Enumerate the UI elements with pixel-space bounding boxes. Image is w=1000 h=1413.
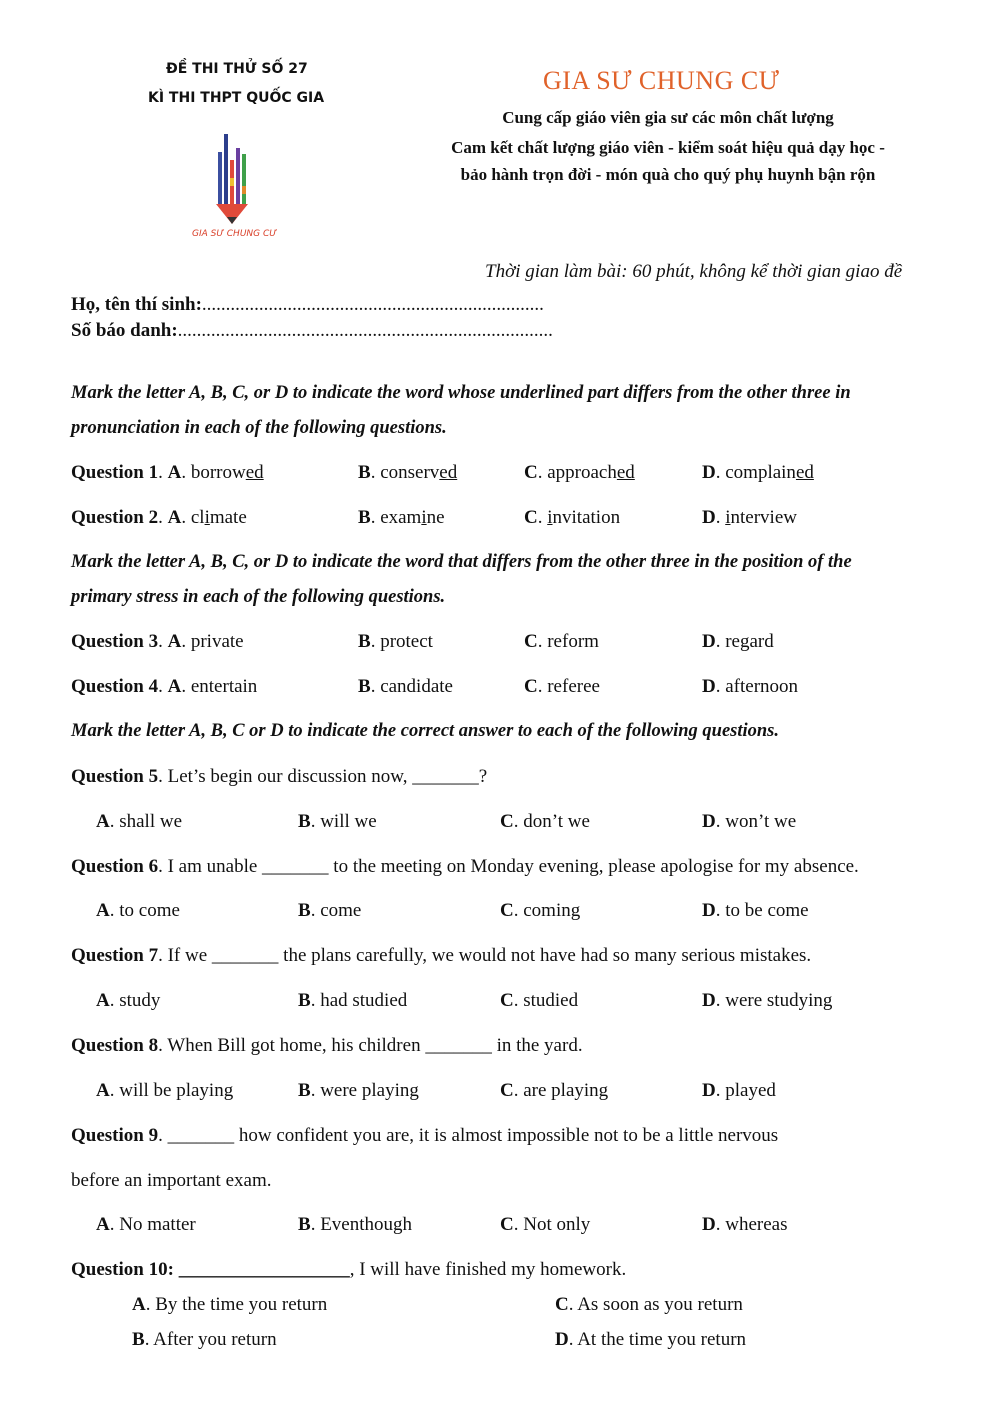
tagline-3: bảo hành trọn đời - món quà cho quý phụ huynh bận rộn [460,165,876,184]
q6-option-b[interactable]: B. come [298,900,362,921]
q3-option-d[interactable]: D. regard [702,631,774,652]
q5-option-c[interactable]: C. don’t we [500,811,590,832]
q1-option-d[interactable]: D. complained [702,462,814,483]
q6-option-d[interactable]: D. to be come [702,900,809,921]
q10-option-d[interactable]: D. At the time you return [555,1329,747,1350]
q1-option-b[interactable]: B. conserved [358,462,458,483]
instruction-stress-line1: Mark the letter A, B, C, or D to indicate the word that differs from the other three in the position of the [71,552,852,572]
candidate-id-dots: ............................................................................... [177,320,553,341]
question-9-stem-cont: before an important exam. [71,1170,272,1191]
candidate-name-label: Họ, tên thí sinh: [71,294,202,315]
candidate-name-dots: ........................................................................ [201,294,544,315]
question-5-stem: Question 5. Let’s begin our discussion now, _______? [71,766,488,787]
question-8-stem: Question 8. When Bill got home, his children _______ in the yard. [71,1035,583,1056]
question-3-label: Question 3. A. private [71,631,244,652]
pencil-bars-logo-icon [210,130,254,226]
q1-option-c[interactable]: C. approached [524,462,635,483]
q7-option-b[interactable]: B. had studied [298,990,408,1011]
q7-option-a[interactable]: A. study [96,990,161,1011]
q10-option-a[interactable]: A. By the time you return [132,1294,328,1315]
question-10-stem: Question 10: __________________, I will have finished my homework. [71,1259,627,1280]
q8-option-d[interactable]: D. played [702,1080,776,1101]
q10-option-c[interactable]: C. As soon as you return [555,1294,743,1315]
question-2-label: Question 2. A. climate [71,507,247,528]
q3-option-b[interactable]: B. protect [358,631,433,652]
q9-option-c[interactable]: C. Not only [500,1214,591,1235]
time-note: Thời gian làm bài: 60 phút, không kể thời gian giao đề [485,261,903,282]
q9-option-b[interactable]: B. Eventhough [298,1214,413,1235]
candidate-id-field[interactable] [71,320,553,342]
instruction-pronunciation-line1: Mark the letter A, B, C, or D to indicate the word whose underlined part differs from the other three in [71,383,851,403]
instruction-stress-line2: primary stress in each of the following questions. [71,587,446,607]
candidate-name-field[interactable] [71,294,544,316]
q5-option-a[interactable]: A. shall we [96,811,183,832]
tagline-2: Cam kết chất lượng giáo viên - kiểm soát hiệu quả dạy học - [451,138,885,157]
question-1-label: Question 1. A. borrowed [71,462,264,483]
candidate-id-label: Số báo danh: [71,320,178,341]
q3-option-c[interactable]: C. reform [524,631,599,652]
q6-option-a[interactable]: A. to come [96,900,180,921]
instruction-correct-answer: Mark the letter A, B, C or D to indicate the correct answer to each of the following questions. [71,721,779,741]
question-6-stem: Question 6. I am unable _______ to the meeting on Monday evening, please apologise for my absence. [71,856,859,877]
q6-option-c[interactable]: C. coming [500,900,581,921]
instruction-pronunciation-line2: pronunciation in each of the following questions. [71,418,447,438]
q8-option-b[interactable]: B. were playing [298,1080,419,1101]
q8-option-c[interactable]: C. are playing [500,1080,609,1101]
question-7-stem: Question 7. If we _______ the plans carefully, we would not have had so many serious mistakes. [71,945,812,966]
q4-option-b[interactable]: B. candidate [358,676,453,697]
question-4-label: Question 4. A. entertain [71,676,258,697]
q10-option-b[interactable]: B. After you return [132,1329,277,1350]
tagline-1: Cung cấp giáo viên gia sư các môn chất lượng [502,108,834,127]
q8-option-a[interactable]: A. will be playing [96,1080,234,1101]
brand-title: GIA SƯ CHUNG CƯ [543,66,780,95]
exam-name: KÌ THI THPT QUỐC GIA [148,90,325,106]
question-9-stem: Question 9. _______ how confident you are, it is almost impossible not to be a little nervous [71,1125,779,1146]
q5-option-d[interactable]: D. won’t we [702,811,797,832]
q9-option-a[interactable]: A. No matter [96,1214,196,1235]
logo-caption: GIA SƯ CHUNG CƯ [192,229,277,239]
q7-option-c[interactable]: C. studied [500,990,579,1011]
q2-option-c[interactable]: C. invitation [524,507,621,528]
q5-option-b[interactable]: B. will we [298,811,377,832]
q2-option-d[interactable]: D. interview [702,507,797,528]
q2-option-b[interactable]: B. examine [358,507,445,528]
q4-option-d[interactable]: D. afternoon [702,676,799,697]
q7-option-d[interactable]: D. were studying [702,990,833,1011]
q9-option-d[interactable]: D. whereas [702,1214,788,1235]
exam-number: ĐỀ THI THỬ SỐ 27 [166,61,308,77]
q4-option-c[interactable]: C. referee [524,676,600,697]
